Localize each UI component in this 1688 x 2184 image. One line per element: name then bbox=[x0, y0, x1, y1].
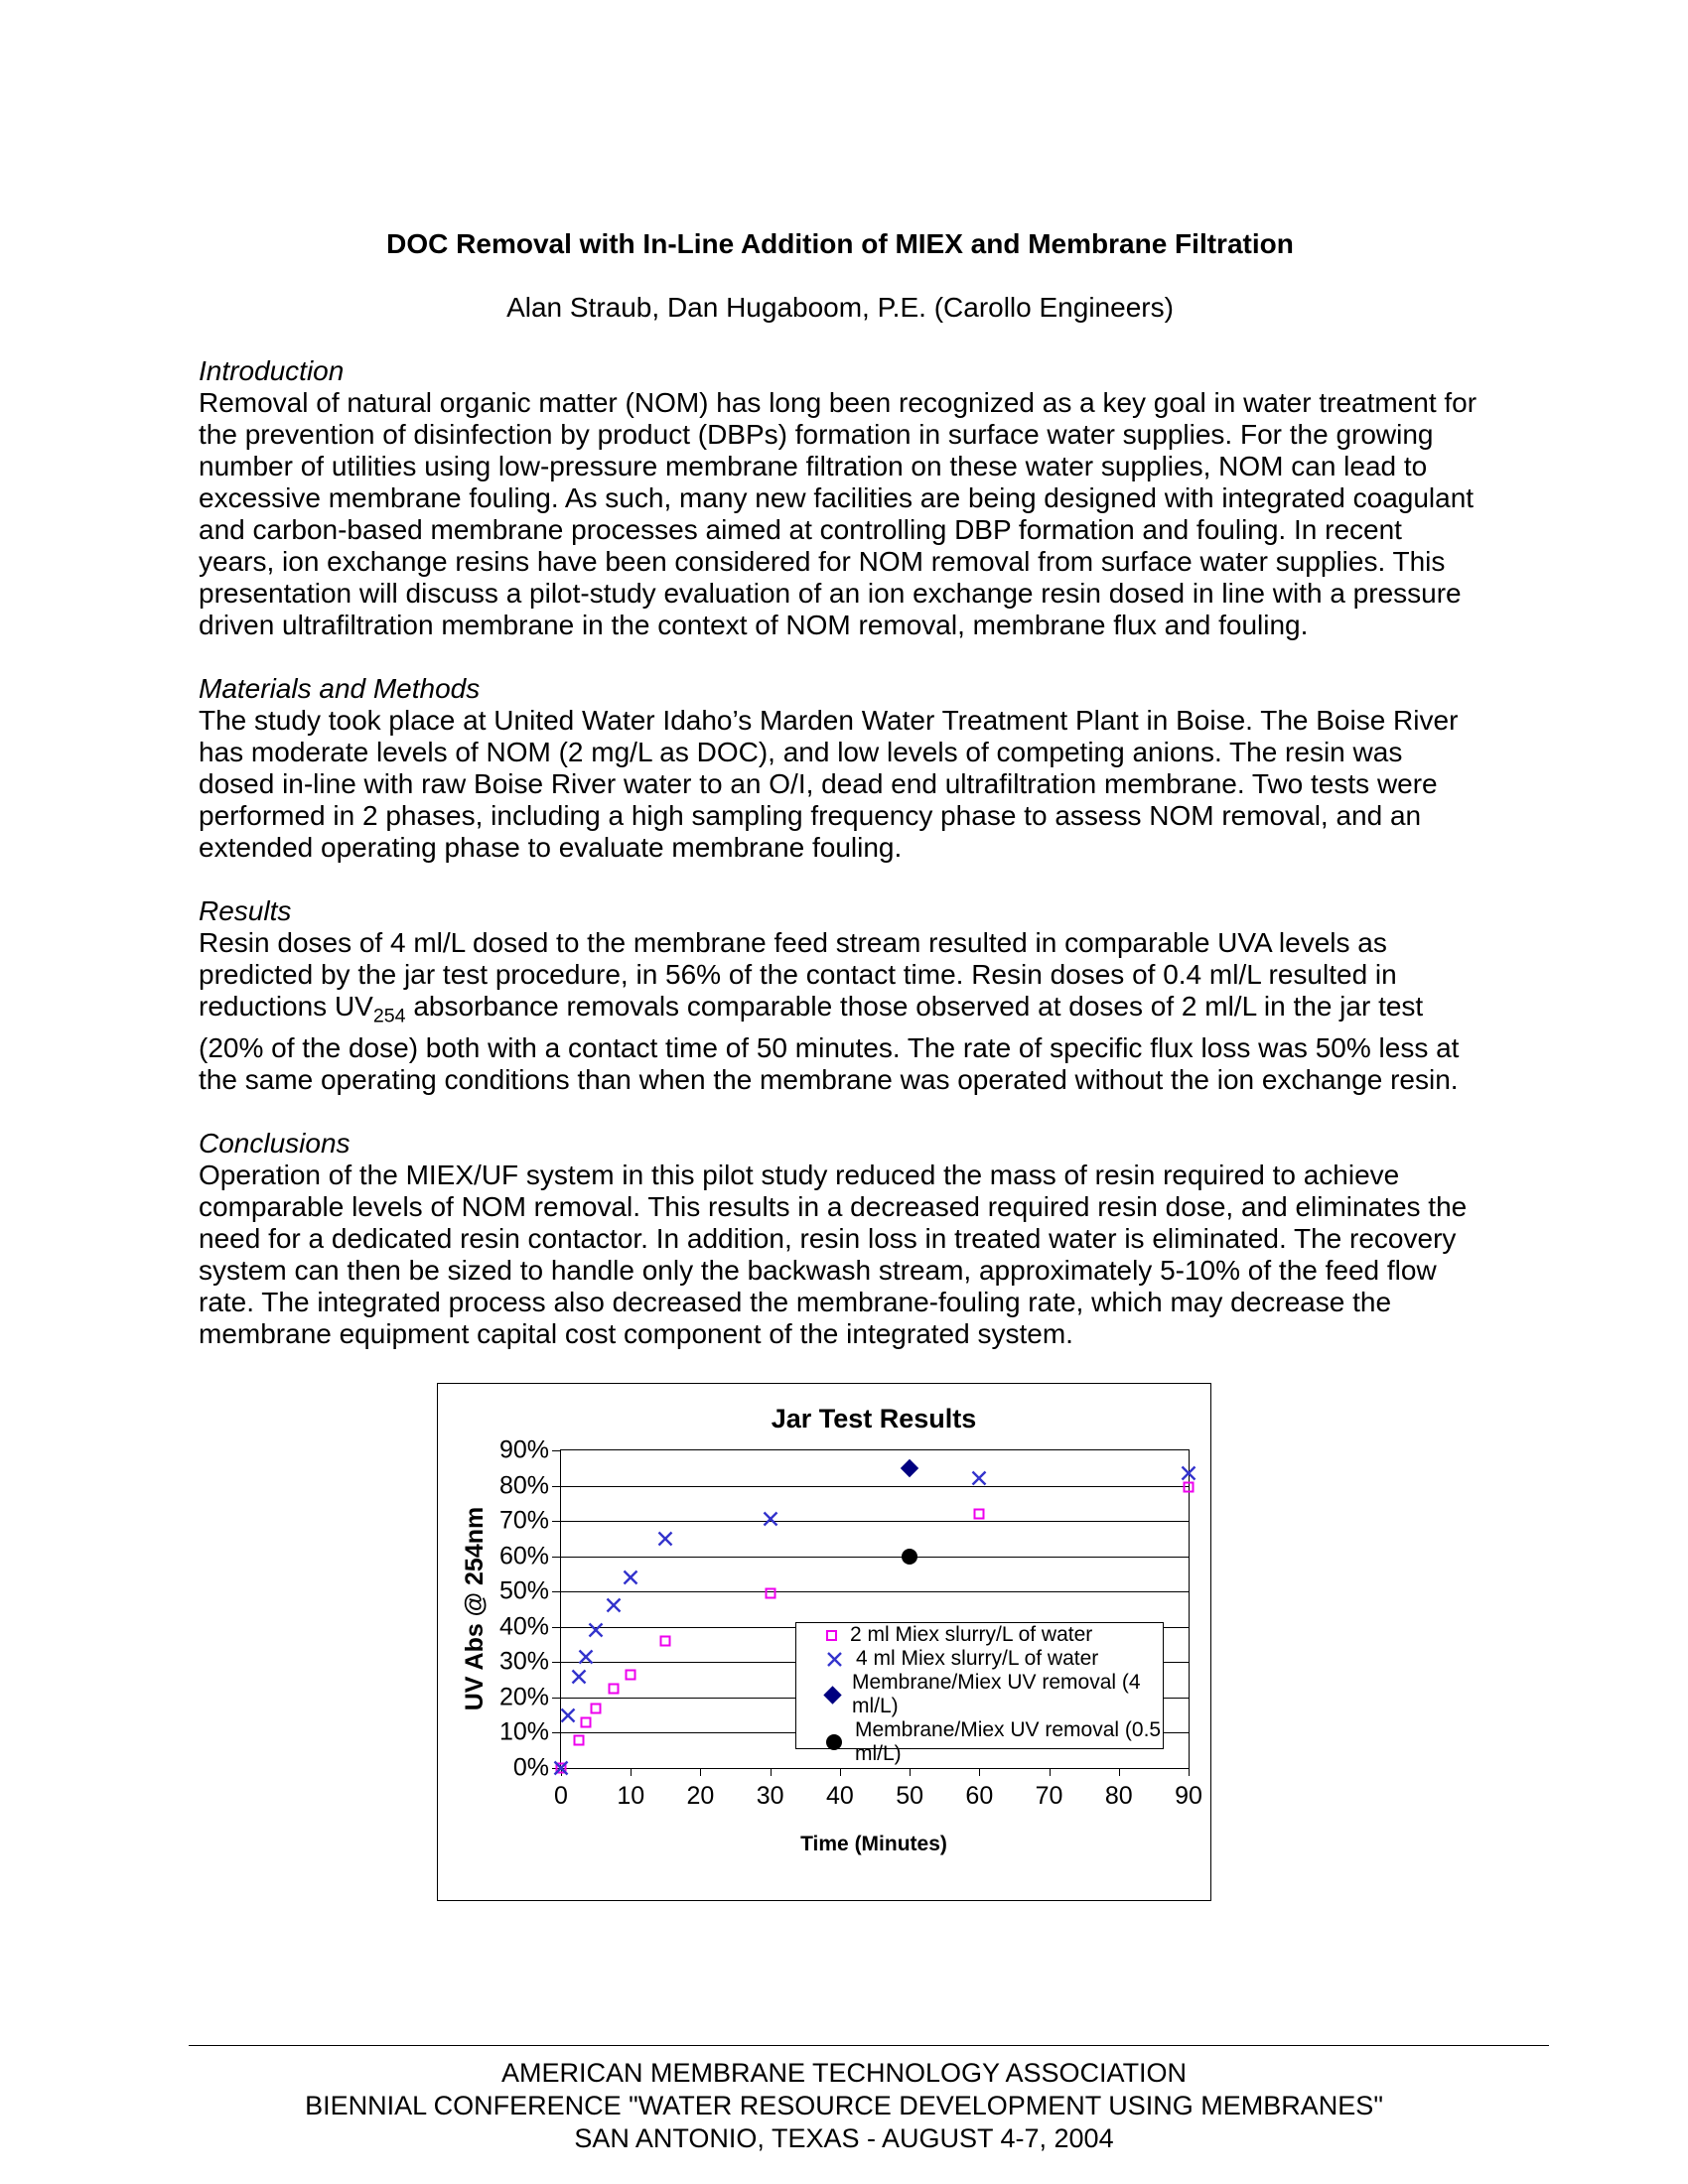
x-tick-mark bbox=[1050, 1768, 1051, 1776]
section-body-methods: The study took place at United Water Idaho’s Marden Water Treatment Plant in Boise. The Boise River has moderate levels of NOM (2 mg/L as DOC), and low levels of competing anions. The resin was dosed in-line with raw Boise River water to an O/I, dead end ultrafiltration membrane. Two tests were performed in 2 phases, including a high sampling frequency phase to assess NOM removal, and an extended operating phase to evaluate membrane fouling. bbox=[199, 705, 1459, 863]
legend-item-3 bbox=[826, 1718, 1163, 1766]
x-tick-label: 90 bbox=[1175, 1782, 1202, 1810]
y-tick-mark bbox=[552, 1627, 561, 1628]
section-heading-conclusions: Conclusions bbox=[199, 1127, 351, 1159]
data-point-series-1 bbox=[553, 1760, 570, 1777]
data-point-series-3 bbox=[902, 1549, 917, 1565]
y-tick-label: 50% bbox=[498, 1576, 549, 1605]
x-marker-icon bbox=[577, 1649, 594, 1666]
gridline-60-percent bbox=[561, 1557, 1189, 1558]
data-point-series-1 bbox=[971, 1470, 988, 1487]
y-tick-mark bbox=[552, 1732, 561, 1733]
x-marker-icon bbox=[762, 1511, 778, 1528]
square-open-marker-icon bbox=[591, 1703, 602, 1713]
x-tick-label: 0 bbox=[554, 1782, 568, 1810]
footer-location-date: SAN ANTONIO, TEXAS - AUGUST 4-7, 2004 bbox=[574, 2123, 1114, 2153]
data-point-series-1 bbox=[657, 1530, 674, 1547]
section-introduction bbox=[199, 355, 1481, 641]
section-heading-introduction: Introduction bbox=[199, 355, 345, 386]
x-axis-title: Time (Minutes) bbox=[800, 1833, 947, 1855]
jar-test-results-chart bbox=[437, 1383, 1211, 1901]
square-open-marker-icon bbox=[608, 1684, 619, 1695]
y-tick-label: 30% bbox=[498, 1647, 549, 1676]
x-marker-icon bbox=[657, 1530, 674, 1547]
diamond-marker-icon bbox=[823, 1686, 841, 1704]
gridline-50-percent bbox=[561, 1591, 1189, 1592]
results-text-before-subscript: Resin doses of 4 ml/L dosed to the membrane feed stream resulted in comparable UVA levels as predicted by the jar test procedure, in 56% of the contact time. Resin doses of 0.4 ml/L resulted in reductions UV bbox=[199, 927, 1397, 1022]
legend-label: 2 ml Miex slurry/L of water bbox=[850, 1623, 1093, 1646]
x-marker-icon bbox=[826, 1651, 843, 1668]
document-content bbox=[199, 228, 1481, 1350]
x-marker-icon bbox=[570, 1668, 587, 1685]
y-tick-label: 80% bbox=[498, 1471, 549, 1500]
x-tick-mark bbox=[910, 1768, 911, 1776]
section-body-conclusions: Operation of the MIEX/UF system in this pilot study reduced the mass of resin required to achieve comparable levels of NOM removal. This results in a decreased required resin dose, and eliminates the need for a dedicated resin contactor. In addition, resin loss in treated water is eliminated. The recovery system can then be sized to handle only the backwash stream, approximately 5-10% of the feed flow rate. The integrated process also decreased the membrane-fouling rate, which may decrease the membrane equipment capital cost component of the integrated system. bbox=[199, 1159, 1468, 1349]
data-point-series-2 bbox=[904, 1461, 916, 1474]
y-tick-mark bbox=[552, 1521, 561, 1522]
legend-label: Membrane/Miex UV removal (0.5 ml/L) bbox=[855, 1718, 1162, 1765]
square-open-marker-icon bbox=[660, 1636, 671, 1647]
x-tick-mark bbox=[979, 1768, 980, 1776]
y-tick-mark bbox=[552, 1557, 561, 1558]
y-tick-mark bbox=[552, 1662, 561, 1663]
authors-line: Alan Straub, Dan Hugaboom, P.E. (Carollo Engineers) bbox=[506, 292, 1174, 323]
section-body-results bbox=[199, 927, 1481, 1096]
x-tick-mark bbox=[840, 1768, 841, 1776]
data-point-series-0 bbox=[626, 1669, 636, 1680]
footer-association: AMERICAN MEMBRANE TECHNOLOGY ASSOCIATION bbox=[500, 2058, 1188, 2088]
data-point-series-1 bbox=[623, 1570, 639, 1586]
data-point-series-0 bbox=[765, 1588, 775, 1599]
x-tick-label: 30 bbox=[756, 1782, 784, 1810]
diamond-marker-icon bbox=[901, 1459, 918, 1477]
x-marker-icon bbox=[553, 1760, 570, 1777]
y-tick-mark bbox=[552, 1698, 561, 1699]
x-tick-label: 60 bbox=[965, 1782, 994, 1810]
results-text-after-subscript: absorbance removals comparable those observed at doses of 2 ml/L in the jar test (20% of the dose) both with a contact time of 50 minutes. The rate of specific flux loss was 50% less at the same operating conditions than when the membrane was operated without the ion exchange resin. bbox=[199, 991, 1460, 1095]
page-title: DOC Removal with In-Line Addition of MIEX and Membrane Filtration bbox=[386, 228, 1294, 259]
data-point-series-1 bbox=[570, 1668, 587, 1685]
section-heading-results: Results bbox=[199, 895, 292, 926]
data-point-series-0 bbox=[591, 1703, 602, 1713]
data-point-series-0 bbox=[974, 1509, 985, 1520]
y-tick-label: 20% bbox=[498, 1683, 549, 1711]
square-open-marker-icon bbox=[826, 1630, 837, 1641]
y-tick-label: 90% bbox=[498, 1435, 549, 1464]
legend-item-2 bbox=[826, 1671, 1163, 1718]
x-tick-mark bbox=[631, 1768, 632, 1776]
x-tick-label: 40 bbox=[825, 1782, 854, 1810]
x-tick-label: 10 bbox=[617, 1782, 645, 1810]
square-open-marker-icon bbox=[573, 1734, 584, 1745]
x-tick-label: 70 bbox=[1035, 1782, 1063, 1810]
y-tick-mark bbox=[552, 1450, 561, 1451]
legend-label: Membrane/Miex UV removal (4 ml/L) bbox=[852, 1671, 1141, 1717]
x-marker-icon bbox=[588, 1622, 605, 1639]
y-tick-label: 60% bbox=[498, 1542, 549, 1570]
data-point-series-1 bbox=[762, 1511, 778, 1528]
section-conclusions bbox=[199, 1128, 1481, 1350]
y-tick-label: 0% bbox=[512, 1753, 549, 1782]
y-tick-label: 70% bbox=[498, 1506, 549, 1535]
legend-item-0 bbox=[826, 1623, 1163, 1647]
section-heading-methods: Materials and Methods bbox=[199, 673, 481, 704]
data-point-series-0 bbox=[573, 1734, 584, 1745]
square-open-marker-icon bbox=[1184, 1482, 1195, 1493]
square-open-marker-icon bbox=[580, 1716, 591, 1727]
x-marker-icon bbox=[560, 1706, 577, 1723]
x-tick-mark bbox=[1189, 1768, 1190, 1776]
y-tick-mark bbox=[552, 1591, 561, 1592]
square-open-marker-icon bbox=[974, 1509, 985, 1520]
legend-label: 4 ml Miex slurry/L of water bbox=[856, 1647, 1099, 1670]
section-results bbox=[199, 895, 1481, 1096]
data-point-series-1 bbox=[588, 1622, 605, 1639]
section-materials-and-methods bbox=[199, 673, 1481, 864]
y-tick-mark bbox=[552, 1486, 561, 1487]
legend-item-1 bbox=[826, 1647, 1163, 1671]
uv254-subscript: 254 bbox=[372, 1005, 406, 1027]
x-tick-label: 20 bbox=[686, 1782, 715, 1810]
chart-title: Jar Test Results bbox=[771, 1404, 977, 1433]
x-marker-icon bbox=[605, 1597, 622, 1614]
x-marker-icon bbox=[1181, 1465, 1197, 1482]
data-point-series-1 bbox=[577, 1649, 594, 1666]
x-marker-icon bbox=[623, 1570, 639, 1586]
footer-divider bbox=[189, 2045, 1549, 2046]
x-tick-mark bbox=[700, 1768, 701, 1776]
data-point-series-0 bbox=[580, 1716, 591, 1727]
gridline-70-percent bbox=[561, 1521, 1189, 1522]
square-open-marker-icon bbox=[765, 1588, 775, 1599]
y-tick-label: 40% bbox=[498, 1612, 549, 1641]
x-tick-mark bbox=[771, 1768, 772, 1776]
x-tick-mark bbox=[1119, 1768, 1120, 1776]
x-marker-icon bbox=[971, 1470, 988, 1487]
data-point-series-1 bbox=[1181, 1465, 1197, 1482]
x-tick-label: 50 bbox=[896, 1782, 924, 1810]
footer-conference: BIENNIAL CONFERENCE "WATER RESOURCE DEVELOPMENT USING MEMBRANES" bbox=[305, 2091, 1383, 2120]
x-tick-label: 80 bbox=[1104, 1782, 1133, 1810]
data-point-series-1 bbox=[605, 1597, 622, 1614]
circle-marker-icon bbox=[902, 1549, 917, 1565]
data-point-series-1 bbox=[560, 1706, 577, 1723]
page-footer bbox=[0, 2057, 1688, 2155]
y-axis-title: UV Abs @ 254nm bbox=[461, 1506, 490, 1710]
data-point-series-0 bbox=[660, 1636, 671, 1647]
data-point-series-0 bbox=[608, 1684, 619, 1695]
section-body-introduction: Removal of natural organic matter (NOM) has long been recognized as a key goal in water treatment for the prevention of disinfection by product (DBPs) formation in surface water supplies. For the growing number of utilities using low-pressure membrane filtration on these water supplies, NOM can lead to excessive membrane fouling. As such, many new facilities are being designed with integrated coagulant and carbon-based membrane processes aimed at controlling DBP formation and fouling. In recent years, ion exchange resins have been considered for NOM removal from surface water supplies. This presentation will discuss a pilot-study evaluation of an ion exchange resin dosed in line with a pressure driven ultrafiltration membrane in the context of NOM removal, membrane flux and fouling. bbox=[199, 387, 1477, 640]
chart-legend bbox=[795, 1622, 1164, 1765]
gridline-80-percent bbox=[561, 1486, 1189, 1487]
circle-marker-icon bbox=[826, 1734, 842, 1750]
square-open-marker-icon bbox=[626, 1669, 636, 1680]
y-tick-label: 10% bbox=[498, 1717, 549, 1746]
data-point-series-0 bbox=[1184, 1482, 1195, 1493]
